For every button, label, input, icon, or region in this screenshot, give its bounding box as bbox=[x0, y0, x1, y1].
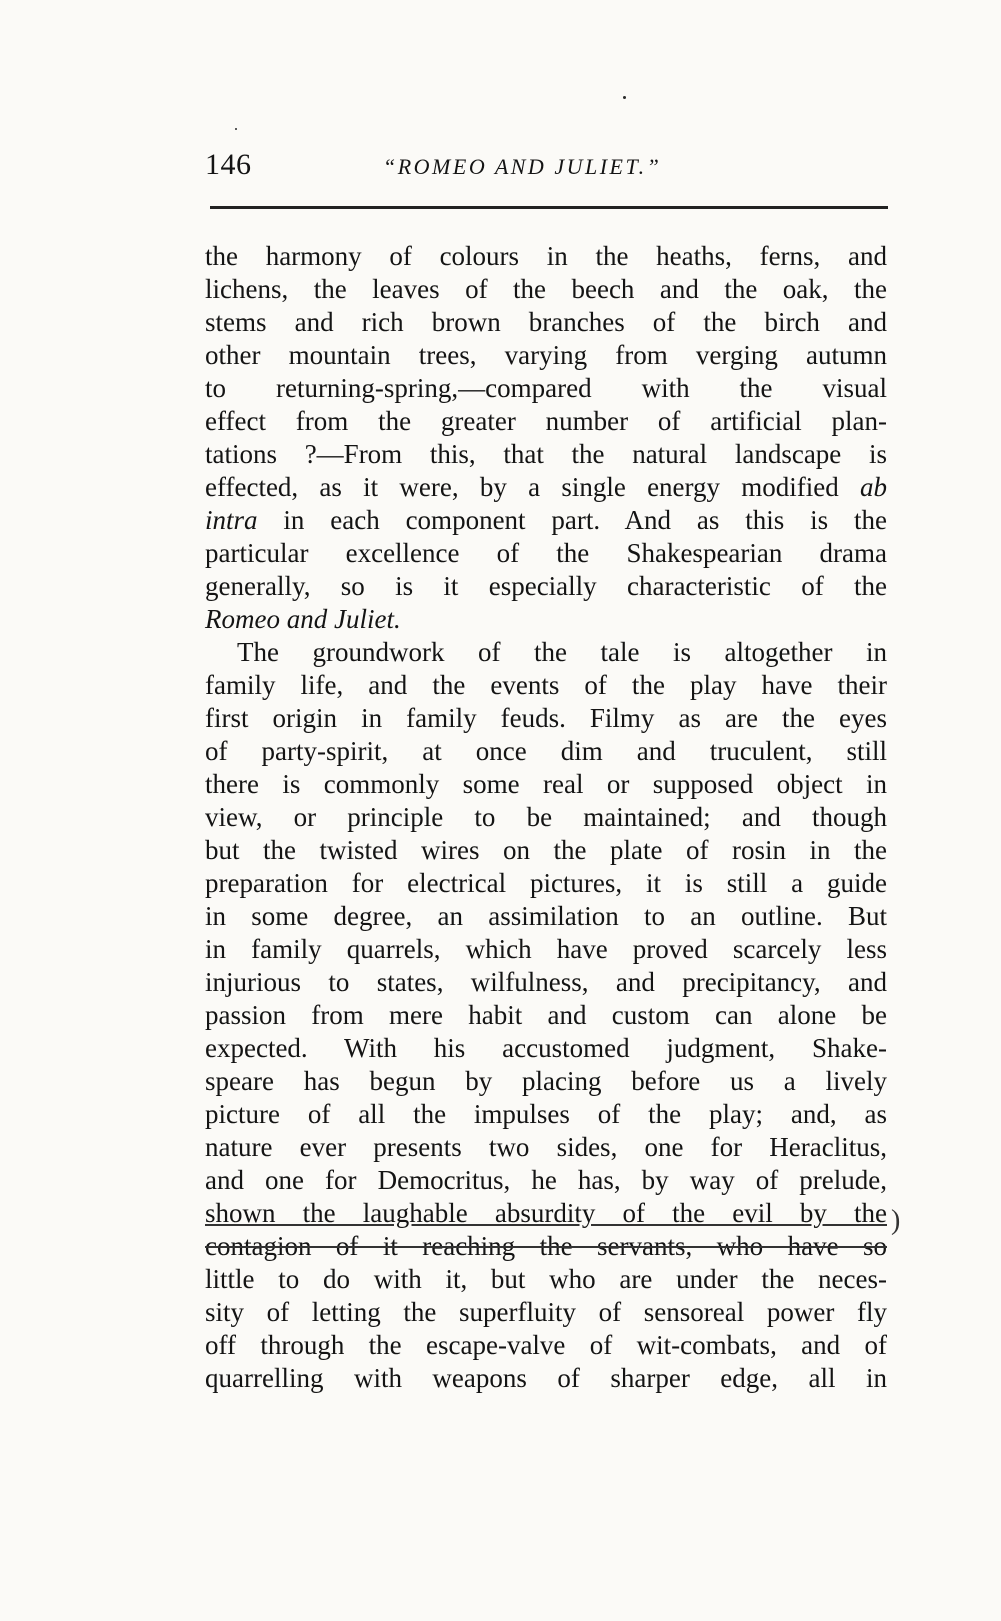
paragraph-start-line: The groundwork of the tale is altogether in bbox=[237, 637, 887, 667]
text-line: the harmony of colours in the heaths, ferns, and bbox=[205, 241, 887, 271]
page-number: 146 bbox=[205, 148, 252, 181]
text-line: speare has begun by placing before us a lively bbox=[205, 1066, 887, 1096]
text-line: injurious to states, wilfulness, and precipitancy, and bbox=[205, 967, 887, 997]
text-line: first origin in family feuds. Filmy as are the eyes bbox=[205, 703, 887, 733]
text-line: quarrelling with weapons of sharper edge, all in bbox=[205, 1363, 887, 1393]
page-header bbox=[205, 148, 890, 188]
text-line: other mountain trees, varying from verging autumn bbox=[205, 340, 887, 370]
text-line: passion from mere habit and custom can alone be bbox=[205, 1000, 887, 1030]
text-line: intra in each component part. And as this is the bbox=[205, 505, 887, 535]
ink-speck bbox=[623, 96, 626, 99]
text-line: in some degree, an assimilation to an outline. But bbox=[205, 901, 887, 931]
text-line: of party-spirit, at once dim and truculent, still bbox=[205, 736, 887, 766]
text-line: effected, as it were, by a single energy modified ab bbox=[205, 472, 888, 502]
running-title: “ROMEO AND JULIET.” bbox=[383, 154, 662, 179]
struck-through-line: contagion of it reaching the servants, who have so bbox=[205, 1231, 887, 1261]
text-line: picture of all the impulses of the play; and, as bbox=[205, 1099, 887, 1129]
text-line: expected. With his accustomed judgment, Shake- bbox=[205, 1033, 887, 1063]
text-line: lichens, the leaves of the beech and the oak, the bbox=[205, 274, 887, 304]
text-line: there is commonly some real or supposed object in bbox=[205, 769, 887, 799]
italic-text: ab bbox=[860, 472, 888, 502]
text-line: effect from the greater number of artificial plan- bbox=[205, 406, 887, 436]
text-line: family life, and the events of the play have their bbox=[205, 670, 887, 700]
italic-text: intra bbox=[205, 505, 258, 535]
body-text bbox=[205, 240, 887, 1395]
text-line: particular excellence of the Shakespearian drama bbox=[205, 538, 887, 568]
text-line: preparation for electrical pictures, it is still a guide bbox=[205, 868, 887, 898]
text-line: little to do with it, but who are under the neces- bbox=[205, 1264, 887, 1294]
italic-text: Romeo and Juliet. bbox=[205, 604, 401, 634]
underlined-line: shown the laughable absurdity of the evil by the bbox=[205, 1198, 887, 1228]
text-line: in family quarrels, which have proved scarcely less bbox=[205, 934, 887, 964]
text-line bbox=[205, 603, 887, 636]
text-line: view, or principle to be maintained; and though bbox=[205, 802, 887, 832]
text-line: but the twisted wires on the plate of rosin in the bbox=[205, 835, 887, 865]
text-line: tations ?—From this, that the natural landscape is bbox=[205, 439, 887, 469]
header-rule bbox=[210, 206, 888, 209]
margin-pen-mark: ) bbox=[891, 1205, 901, 1236]
text-line: nature ever presents two sides, one for Heraclitus, bbox=[205, 1132, 887, 1162]
text-line: and one for Democritus, he has, by way of prelude, bbox=[205, 1165, 887, 1195]
text-line: generally, so is it especially characteristic of the bbox=[205, 571, 887, 601]
text-line: off through the escape-valve of wit-combats, and of bbox=[205, 1330, 887, 1360]
text-line: to returning-spring,—compared with the visual bbox=[205, 373, 887, 403]
text-line: sity of letting the superfluity of sensoreal power fly bbox=[205, 1297, 887, 1327]
text-line: stems and rich brown branches of the birch and bbox=[205, 307, 887, 337]
ink-speck bbox=[235, 128, 237, 130]
